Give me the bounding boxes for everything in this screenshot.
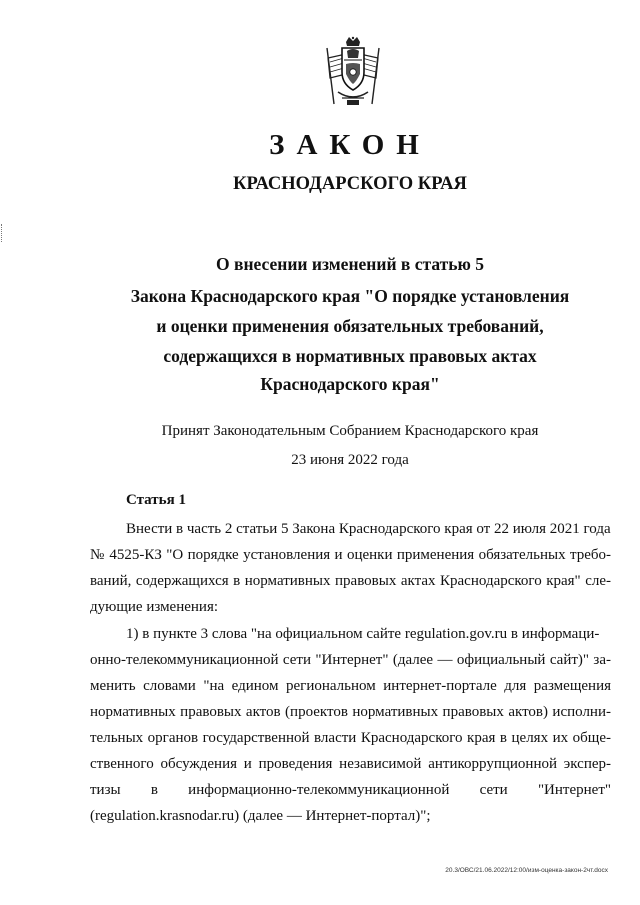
article-line-5: 1) в пункте 3 слова "на официальном сайте regulation.gov.ru в информаци- xyxy=(126,626,600,642)
article-line-6: онно-телекоммуникационной сети "Интернет" (далее — официальный сайт)" за- xyxy=(90,652,611,668)
article-line-1: Внести в часть 2 статьи 5 Закона Краснодарского края от 22 июля 2021 года xyxy=(126,521,611,537)
article-line-3: ваний, содержащихся в нормативных правовых актах Краснодарского края" сле- xyxy=(90,573,611,589)
article-line-10: ственного обсуждения и проведения независимой антикоррупционной экспер- xyxy=(90,756,611,772)
title-line-4: содержащихся в нормативных правовых актах xyxy=(163,346,537,366)
coat-of-arms-icon xyxy=(316,36,390,110)
article-line-4: дующие изменения: xyxy=(90,599,219,615)
document-file-code: 20.3/ОВС/21.06.2022/12:00/изм-оценка-закон-2чт.docx xyxy=(445,867,608,874)
article-line-9: тельных органов государственной власти Краснодарского края в целях их обще- xyxy=(90,730,611,746)
law-heading: ЗАКОН xyxy=(269,129,431,161)
article-line-7: менить словами "на едином региональном интернет-портале для размещения xyxy=(90,678,611,694)
adoption-line-1: Принят Законодательным Собранием Краснодарского края xyxy=(161,423,539,439)
title-line-5: Краснодарского края" xyxy=(260,374,440,394)
article-line-11: тизы в информационно-телекоммуникационной сети "Интернет" xyxy=(90,782,611,798)
title-line-1: О внесении изменений в статью 5 xyxy=(216,254,484,274)
article-line-12: (regulation.krasnodar.ru) (далее — Интернет-портал)"; xyxy=(90,808,431,824)
scan-edge-mark xyxy=(1,224,4,242)
article-line-2: № 4525-КЗ "О порядке установления и оценки применения обязательных требо- xyxy=(90,547,611,563)
title-line-3: и оценки применения обязательных требований, xyxy=(156,316,544,336)
law-region-heading: КРАСНОДАРСКОГО КРАЯ xyxy=(233,174,467,194)
title-line-2: Закона Краснодарского края "О порядке установления xyxy=(130,286,570,306)
article-heading: Статья 1 xyxy=(126,492,186,508)
article-line-8: нормативных правовых актов (проектов нормативных правовых актов) исполни- xyxy=(90,704,611,720)
adoption-date: 23 июня 2022 года xyxy=(291,452,409,468)
